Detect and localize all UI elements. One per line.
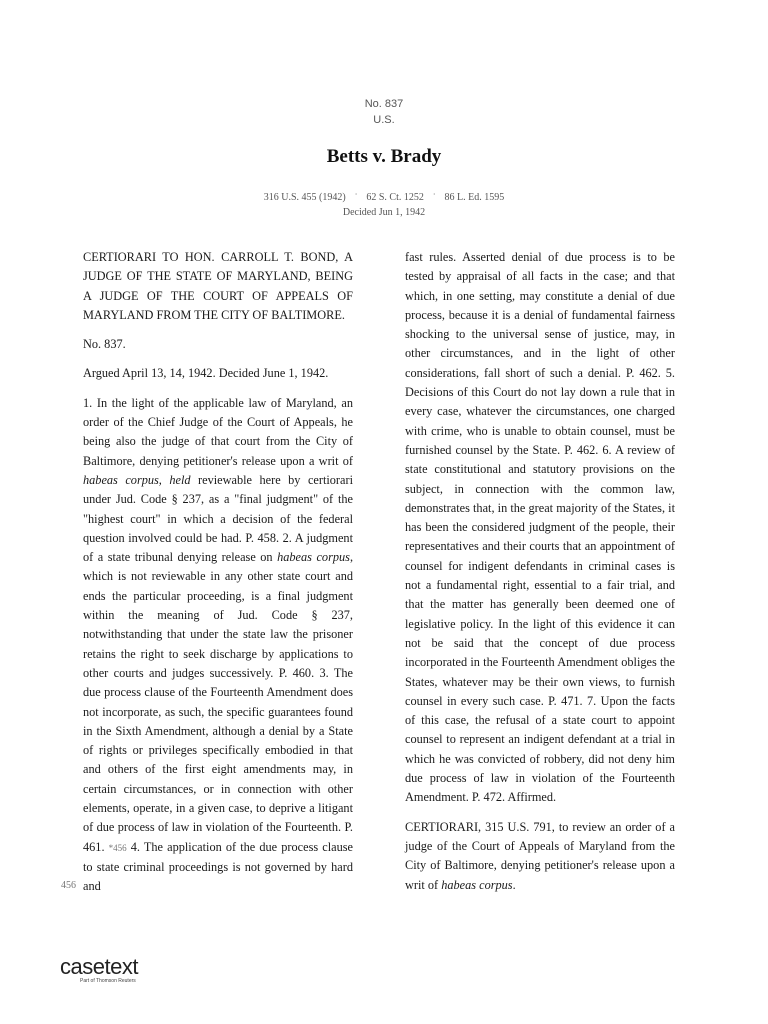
citation-led: 86 L. Ed. 1595: [444, 192, 505, 203]
logo-wordmark: casetext: [60, 954, 138, 979]
syllabus-paragraph: [83, 394, 353, 897]
syllabus-text: 1. In the light of the applicable law of Maryland, an order of the Chief Judge of the Court of Appeals, he being also the judge of that court from the City of Baltimore, denying petitioner's release upon a writ of: [83, 395, 353, 468]
certiorari-intro: CERTIORARI TO HON. CARROLL T. BOND, A JUDGE OF THE STATE OF MARYLAND, BEING A JUDGE OF THE COURT OF APPEALS OF MARYLAND FROM THE CITY OF BALTIMORE.: [83, 250, 353, 322]
argued-line: Argued April 13, 14, 1942. Decided June 1, 1942.: [83, 366, 329, 381]
docket-number: No. 837: [364, 98, 404, 110]
casetext-logo: [60, 956, 150, 986]
citation-separator: ·: [354, 190, 358, 199]
case-number: No. 837.: [83, 337, 126, 352]
citation-separator: ·: [432, 190, 436, 199]
certiorari-paragraph: [405, 818, 675, 895]
logo-subtext: Part of Thomson Reuters: [80, 978, 136, 984]
left-column: [83, 248, 353, 907]
right-column: [405, 248, 675, 905]
certiorari-text: .: [512, 877, 516, 892]
syllabus-italic: habeas corpus: [277, 550, 350, 565]
decided-date: Decided Jun 1, 1942: [342, 207, 426, 218]
certiorari-text: CERTIORARI, 315 U.S. 791, to review an order of a judge of the Court of Appeals of Maryland from the City of Baltimore, denying petitioner's release upon a writ of: [405, 819, 675, 892]
court-name: U.S.: [373, 114, 395, 126]
syllabus-text: , which is not reviewable in any other state court and ends the particular proceeding, is a final judgment within the meaning of Jud. Code § 237, notwithstanding that under the state law the prisoner retains the right to seek discharge by applications to other courts and judges successively. P. 460. 3. The due process clause of the Fourteenth Amendment does not incorporate, as such, the specific guarantees found in the Sixth Amendment, although a denial by a State of rights or privileges specifically embodied in that and others of the first eight amendments may, in certain circumstances, or in connection with other elements, operate, in a given case, to deprive a litigant of due process of law in violation of the Fourteenth. P. 461.: [83, 550, 354, 854]
syllabus-text: reviewable here by certiorari under Jud. Code § 237, as a "final judgment" of the "highest court" in which a decision of the federal question involved could be had. P. 458. 2. A judgment of a state tribunal denying release on: [83, 472, 353, 565]
margin-page-number: 456: [61, 880, 76, 891]
syllabus-text: 4. The application of the due process clause to state criminal proceedings is not governed by hard and: [83, 839, 353, 894]
citations: [0, 190, 768, 220]
syllabus-continued: fast rules. Asserted denial of due process is to be tested by appraisal of all facts in the case; and that which, in one setting, may constitute a denial of due process, because it is a denial of fundamental fairness shocking to the universal sense of justice, may, in other circumstances, and in the light of other considerations, fall short of such a denial. P. 462. 5. Decisions of this Court do not lay down a rule that in every case, whatever the circumstances, one charged with crime, who is unable to obtain counsel, must be furnished counsel by the State. P. 462. 6. A review of state constitutional and statutory provisions on the subject, in connection with the common law, demonstrates that, in the great majority of the States, it has been the considered judgment of the people, their representatives and their courts that an appointment of counsel for indigent defendants in criminal cases is not a fundamental right, essential to a fair trial, and that the matter has generally been deemed one of legislative policy. In the light of this evidence it can not be said that the concept of due process incorporated in the Fourteenth Amendment obliges the States, whatever may be their own views, to furnish counsel in every such case. P. 471. 7. Upon the facts of this case, the refusal of a state court to appoint counsel to represent an indigent defendant at a trial in which he was convicted of robbery, did not deny him due process of law in violation of the Fourteenth Amendment. P. 472. Affirmed.: [405, 250, 675, 805]
syllabus-italic: habeas corpus, held: [83, 472, 191, 487]
citation-sct: 62 S. Ct. 1252: [366, 192, 424, 203]
certiorari-italic: habeas corpus: [441, 877, 513, 892]
case-header: [0, 96, 768, 128]
case-title: Betts v. Brady: [326, 146, 442, 167]
citation-us: 316 U.S. 455 (1942): [263, 192, 346, 203]
star-page-marker: *456: [108, 842, 127, 853]
